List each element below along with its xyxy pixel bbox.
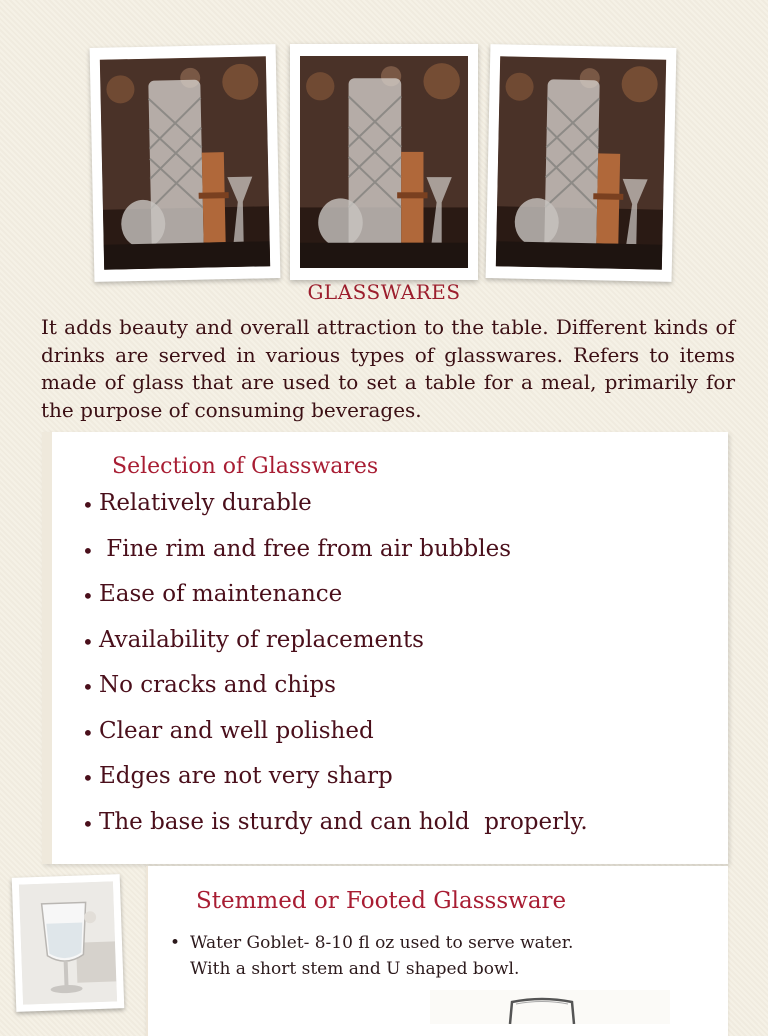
- photo-frame-2: [290, 44, 478, 280]
- bullet-icon: •: [82, 766, 94, 790]
- bullet-icon: •: [82, 538, 94, 563]
- list-item: [82, 718, 588, 764]
- bullet-icon: •: [82, 720, 94, 745]
- cocktail-glassware-photo: [100, 56, 270, 269]
- photo-frame-3: [486, 44, 677, 282]
- list-item-text: No cracks and chips: [99, 672, 336, 698]
- stemmed-description: [170, 930, 573, 982]
- selection-card: [42, 432, 728, 864]
- selection-title: Selection of Glasswares: [112, 454, 379, 479]
- list-item: [82, 490, 588, 536]
- list-item: [82, 809, 588, 855]
- bullet-icon: •: [82, 675, 94, 699]
- list-item-text: Availability of replacements: [99, 626, 424, 653]
- bullet-icon: •: [170, 933, 181, 953]
- stemmed-title: Stemmed or Footed Glasssware: [196, 888, 567, 914]
- list-item-text: Ease of maintenance: [99, 581, 343, 607]
- list-item: [82, 581, 588, 627]
- list-item-text: Edges are not very sharp: [99, 763, 393, 789]
- list-item-text: Fine rim and free from air bubbles: [99, 535, 512, 562]
- water-goblet-photo: [19, 881, 117, 1004]
- page-title: GLASSWARES: [307, 280, 461, 304]
- list-item-text: The base is sturdy and can hold properly.: [99, 808, 588, 835]
- photo-frame-1: [90, 44, 281, 282]
- bullet-icon: •: [82, 493, 94, 517]
- cocktail-glassware-photo: [300, 56, 468, 268]
- list-item-text: Clear and well polished: [99, 717, 374, 744]
- stemmed-line-2: With a short stem and U shaped bowl.: [190, 959, 520, 979]
- water-goblet-photo-frame: [12, 874, 125, 1012]
- list-item: [82, 536, 588, 582]
- list-item: [82, 627, 588, 673]
- cocktail-glassware-photo: [496, 56, 666, 269]
- bullet-icon: •: [82, 629, 94, 654]
- list-item: [82, 763, 588, 809]
- stemmed-line-1: Water Goblet- 8-10 fl oz used to serve water.: [190, 933, 574, 953]
- bullet-icon: •: [82, 584, 94, 608]
- list-item: [82, 672, 588, 718]
- bullet-icon: •: [82, 811, 94, 836]
- wine-glass-image: [430, 990, 670, 1024]
- intro-paragraph: It adds beauty and overall attraction to the table. Different kinds of drinks are served in various types of glasswares. Refers to items made of glass that are used to set a table for a meal, primarily for the purpose of consuming beverages.: [41, 315, 735, 422]
- list-item-text: Relatively durable: [99, 490, 312, 516]
- selection-list: [82, 490, 588, 854]
